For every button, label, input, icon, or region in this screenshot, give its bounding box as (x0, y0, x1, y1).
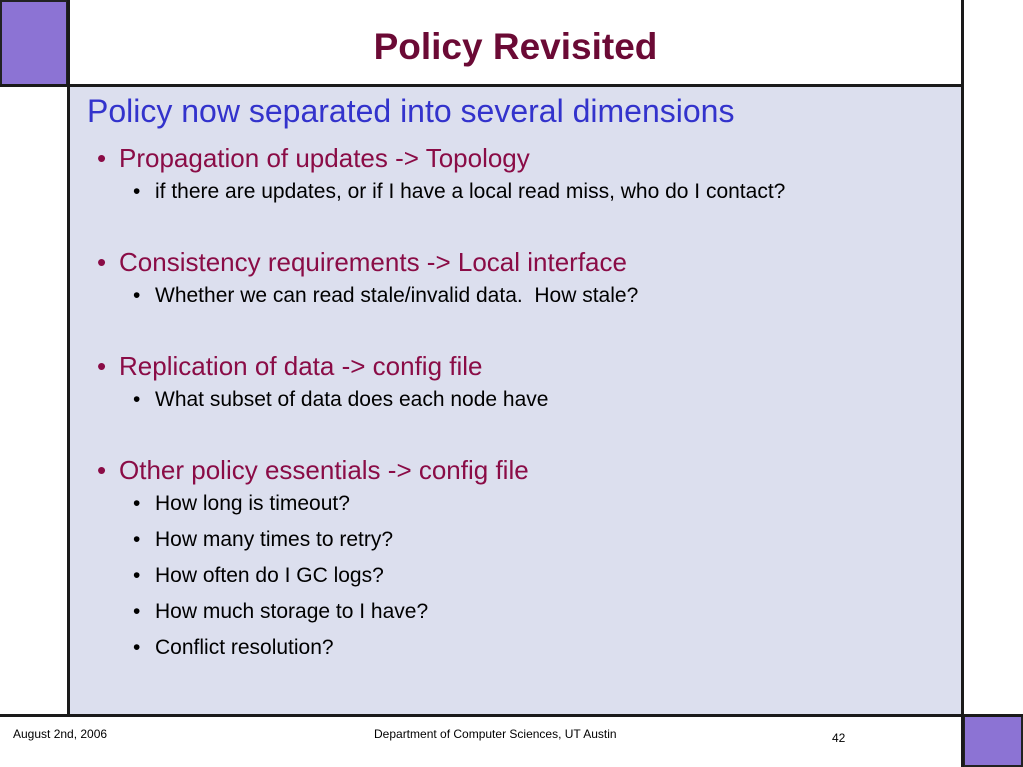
footer-divider-line (0, 714, 1023, 717)
footer-date: August 2nd, 2006 (13, 727, 108, 741)
sub-bullet-text: How long is timeout? (155, 492, 350, 515)
sub-bullet (133, 522, 947, 558)
sub-bullet (133, 594, 947, 630)
sub-bullet-text: if there are updates, or if I have a local read miss, who do I contact? (155, 180, 786, 203)
section-label: Other policy essentials -> config file (119, 455, 529, 485)
section-bullet (97, 346, 947, 386)
sub-bullet (133, 382, 947, 418)
sub-bullet-list (97, 278, 947, 314)
sub-bullet-text: Whether we can read stale/invalid data. How stale? (155, 284, 639, 307)
corner-square-top-left (0, 0, 68, 86)
bullet-icon: • (133, 388, 141, 411)
bullet-icon: • (133, 564, 141, 587)
sub-bullet-list (97, 174, 947, 210)
sub-bullet (133, 174, 947, 210)
bullet-icon: • (133, 180, 141, 203)
sub-bullet-list (97, 486, 947, 666)
sub-bullet-text: How many times to retry? (155, 528, 394, 551)
section-bullet (97, 242, 947, 282)
slide-heading: Policy now separated into several dimensions (87, 93, 735, 129)
sub-bullet (133, 630, 947, 666)
bullet-icon: • (97, 351, 107, 381)
section-label: Propagation of updates -> Topology (119, 143, 530, 173)
bullet-icon: • (133, 492, 141, 515)
slide-title: Policy Revisited (373, 26, 658, 67)
bullet-icon: • (133, 528, 141, 551)
sub-bullet-text: What subset of data does each node have (155, 388, 549, 411)
left-vertical-line (67, 0, 70, 717)
corner-square-bottom-right (963, 715, 1023, 767)
bullet-icon: • (97, 143, 107, 173)
sub-bullet (133, 558, 947, 594)
sub-bullet-text: How much storage to I have? (155, 600, 429, 623)
section-label: Consistency requirements -> Local interface (119, 247, 627, 277)
sub-bullet-list (97, 382, 947, 418)
title-divider-line (0, 84, 963, 87)
section-label: Replication of data -> config file (119, 351, 483, 381)
sub-bullet (133, 486, 947, 522)
bullet-icon: • (97, 247, 107, 277)
bullet-list (97, 138, 947, 666)
sub-bullet-text: Conflict resolution? (155, 636, 334, 659)
bullet-icon: • (133, 636, 141, 659)
bullet-icon: • (97, 455, 107, 485)
section-bullet (97, 450, 947, 490)
footer-department: Department of Computer Sciences, UT Austin (374, 727, 617, 741)
sub-bullet-text: How often do I GC logs? (155, 564, 384, 587)
sub-bullet (133, 278, 947, 314)
right-vertical-line (961, 0, 964, 767)
bullet-icon: • (133, 600, 141, 623)
bullet-icon: • (133, 284, 141, 307)
footer-page-number: 42 (832, 731, 846, 745)
section-bullet (97, 138, 947, 178)
